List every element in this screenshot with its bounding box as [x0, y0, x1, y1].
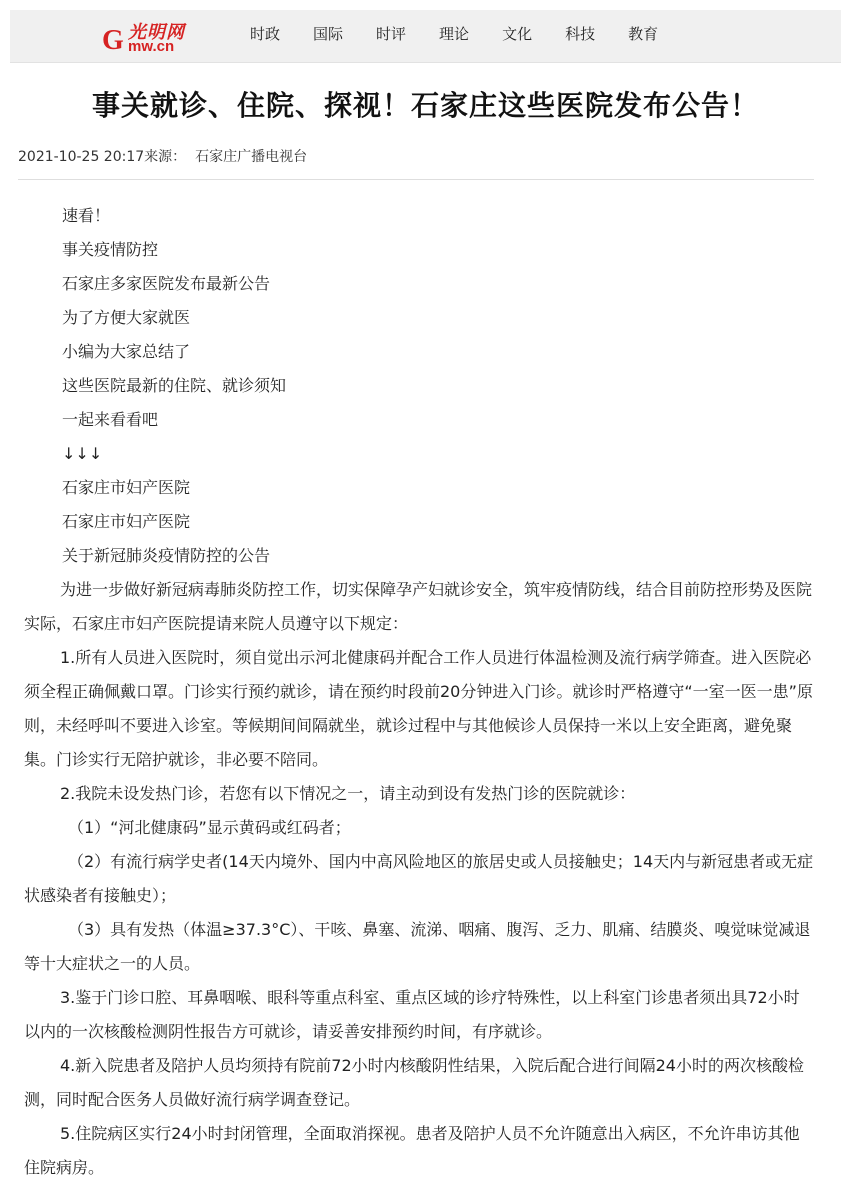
body-paragraph-rule-1: 1.所有人员进入医院时，须自觉出示河北健康码并配合工作人员进行体温检测及流行病学筛查。进入医院必须全程正确佩戴口罩。门诊实行预约就诊，请在预约时段前20分钟进入门诊。就诊时严格遵守“一室一医一患”原则，未经呼叫不要进入诊室。等候期间间隔就坐，就诊过程中与其他候诊人员保持一米以上安全距离，避免聚集。门诊实行无陪护就诊，非必要不陪同。: [24, 648, 813, 769]
logo-script-text: 光明网: [128, 22, 185, 43]
nav-link-culture[interactable]: 文化: [502, 25, 533, 43]
body-paragraph-rule-4: 4.新入院患者及陪护人员均须持有院前72小时内核酸阴性结果，入院后配合进行间隔24小时的两次核酸检测，同时配合医务人员做好流行病学调查登记。: [24, 1056, 804, 1109]
intro-line: 石家庄多家医院发布最新公告: [62, 274, 271, 293]
source-name: 石家庄广播电视台: [195, 149, 308, 165]
rule-2-subitem-2: （2）有流行病学史者(14天内境外、国内中高风险地区的旅居史或人员接触史；14天内与新冠患者或无症状感染者有接触史）；: [24, 852, 814, 905]
site-logo[interactable]: [102, 18, 202, 56]
article-body: [24, 199, 814, 1185]
nav-link-education[interactable]: 教育: [628, 25, 659, 43]
nav-link-technology[interactable]: 科技: [565, 25, 596, 43]
rule-2-subitem-3: （3）具有发热（体温≥37.3°C）、干咳、鼻塞、流涕、咽痛、腹泻、乏力、肌痛、结膜炎、嗅觉味觉减退等十大症状之一的人员。: [24, 920, 811, 973]
nav-link-politics[interactable]: 时政: [250, 25, 281, 43]
header-divider: [18, 179, 814, 180]
intro-line: 速看！: [62, 206, 111, 225]
notice-heading: 关于新冠肺炎疫情防控的公告: [62, 546, 271, 565]
body-paragraph-rule-2: 2.我院未设发热门诊，若您有以下情况之一，请主动到设有发热门诊的医院就诊：: [60, 784, 636, 803]
logo-g-mark: G: [102, 25, 124, 56]
body-paragraph-rule-5: 5.住院病区实行24小时封闭管理，全面取消探视。患者及陪护人员不允许随意出入病区，不允许串访其他住院病房。: [24, 1124, 800, 1177]
intro-line: 事关疫情防控: [62, 240, 159, 259]
top-navigation-bar: [10, 10, 841, 63]
intro-line: 为了方便大家就医: [62, 308, 191, 327]
source-label: 来源：: [144, 149, 187, 165]
article-title: 事关就诊、住院、探视！石家庄这些医院发布公告！: [91, 89, 759, 122]
down-arrows: ↓↓↓: [62, 444, 103, 463]
logo-domain-text: mw.cn: [128, 38, 175, 55]
publish-datetime: 2021-10-25 20:17: [18, 149, 145, 165]
rule-2-subitem-1: （1）“河北健康码”显示黄码或红码者；: [68, 818, 351, 837]
hospital-name: 石家庄市妇产医院: [62, 512, 191, 531]
body-paragraph-preamble: 为进一步做好新冠病毒肺炎防控工作，切实保障孕产妇就诊安全，筑牢疫情防线，结合目前防控形势及医院实际，石家庄市妇产医院提请来院人员遵守以下规定：: [24, 580, 813, 633]
hospital-name: 石家庄市妇产医院: [62, 478, 191, 497]
nav-link-theory[interactable]: 理论: [439, 25, 470, 43]
body-paragraph-rule-3: 3.鉴于门诊口腔、耳鼻咽喉、眼科等重点科室、重点区域的诊疗特殊性，以上科室门诊患者须出具72小时以内的一次核酸检测阴性报告方可就诊，请妥善安排预约时间，有序就诊。: [24, 988, 800, 1041]
nav-link-international[interactable]: 国际: [313, 25, 344, 43]
intro-line: 小编为大家总结了: [62, 342, 191, 361]
article-meta: [18, 147, 307, 167]
intro-line: 一起来看看吧: [62, 410, 159, 429]
intro-line: 这些医院最新的住院、就诊须知: [62, 376, 287, 395]
nav-link-commentary[interactable]: 时评: [376, 25, 407, 43]
channel-nav: [250, 23, 691, 45]
